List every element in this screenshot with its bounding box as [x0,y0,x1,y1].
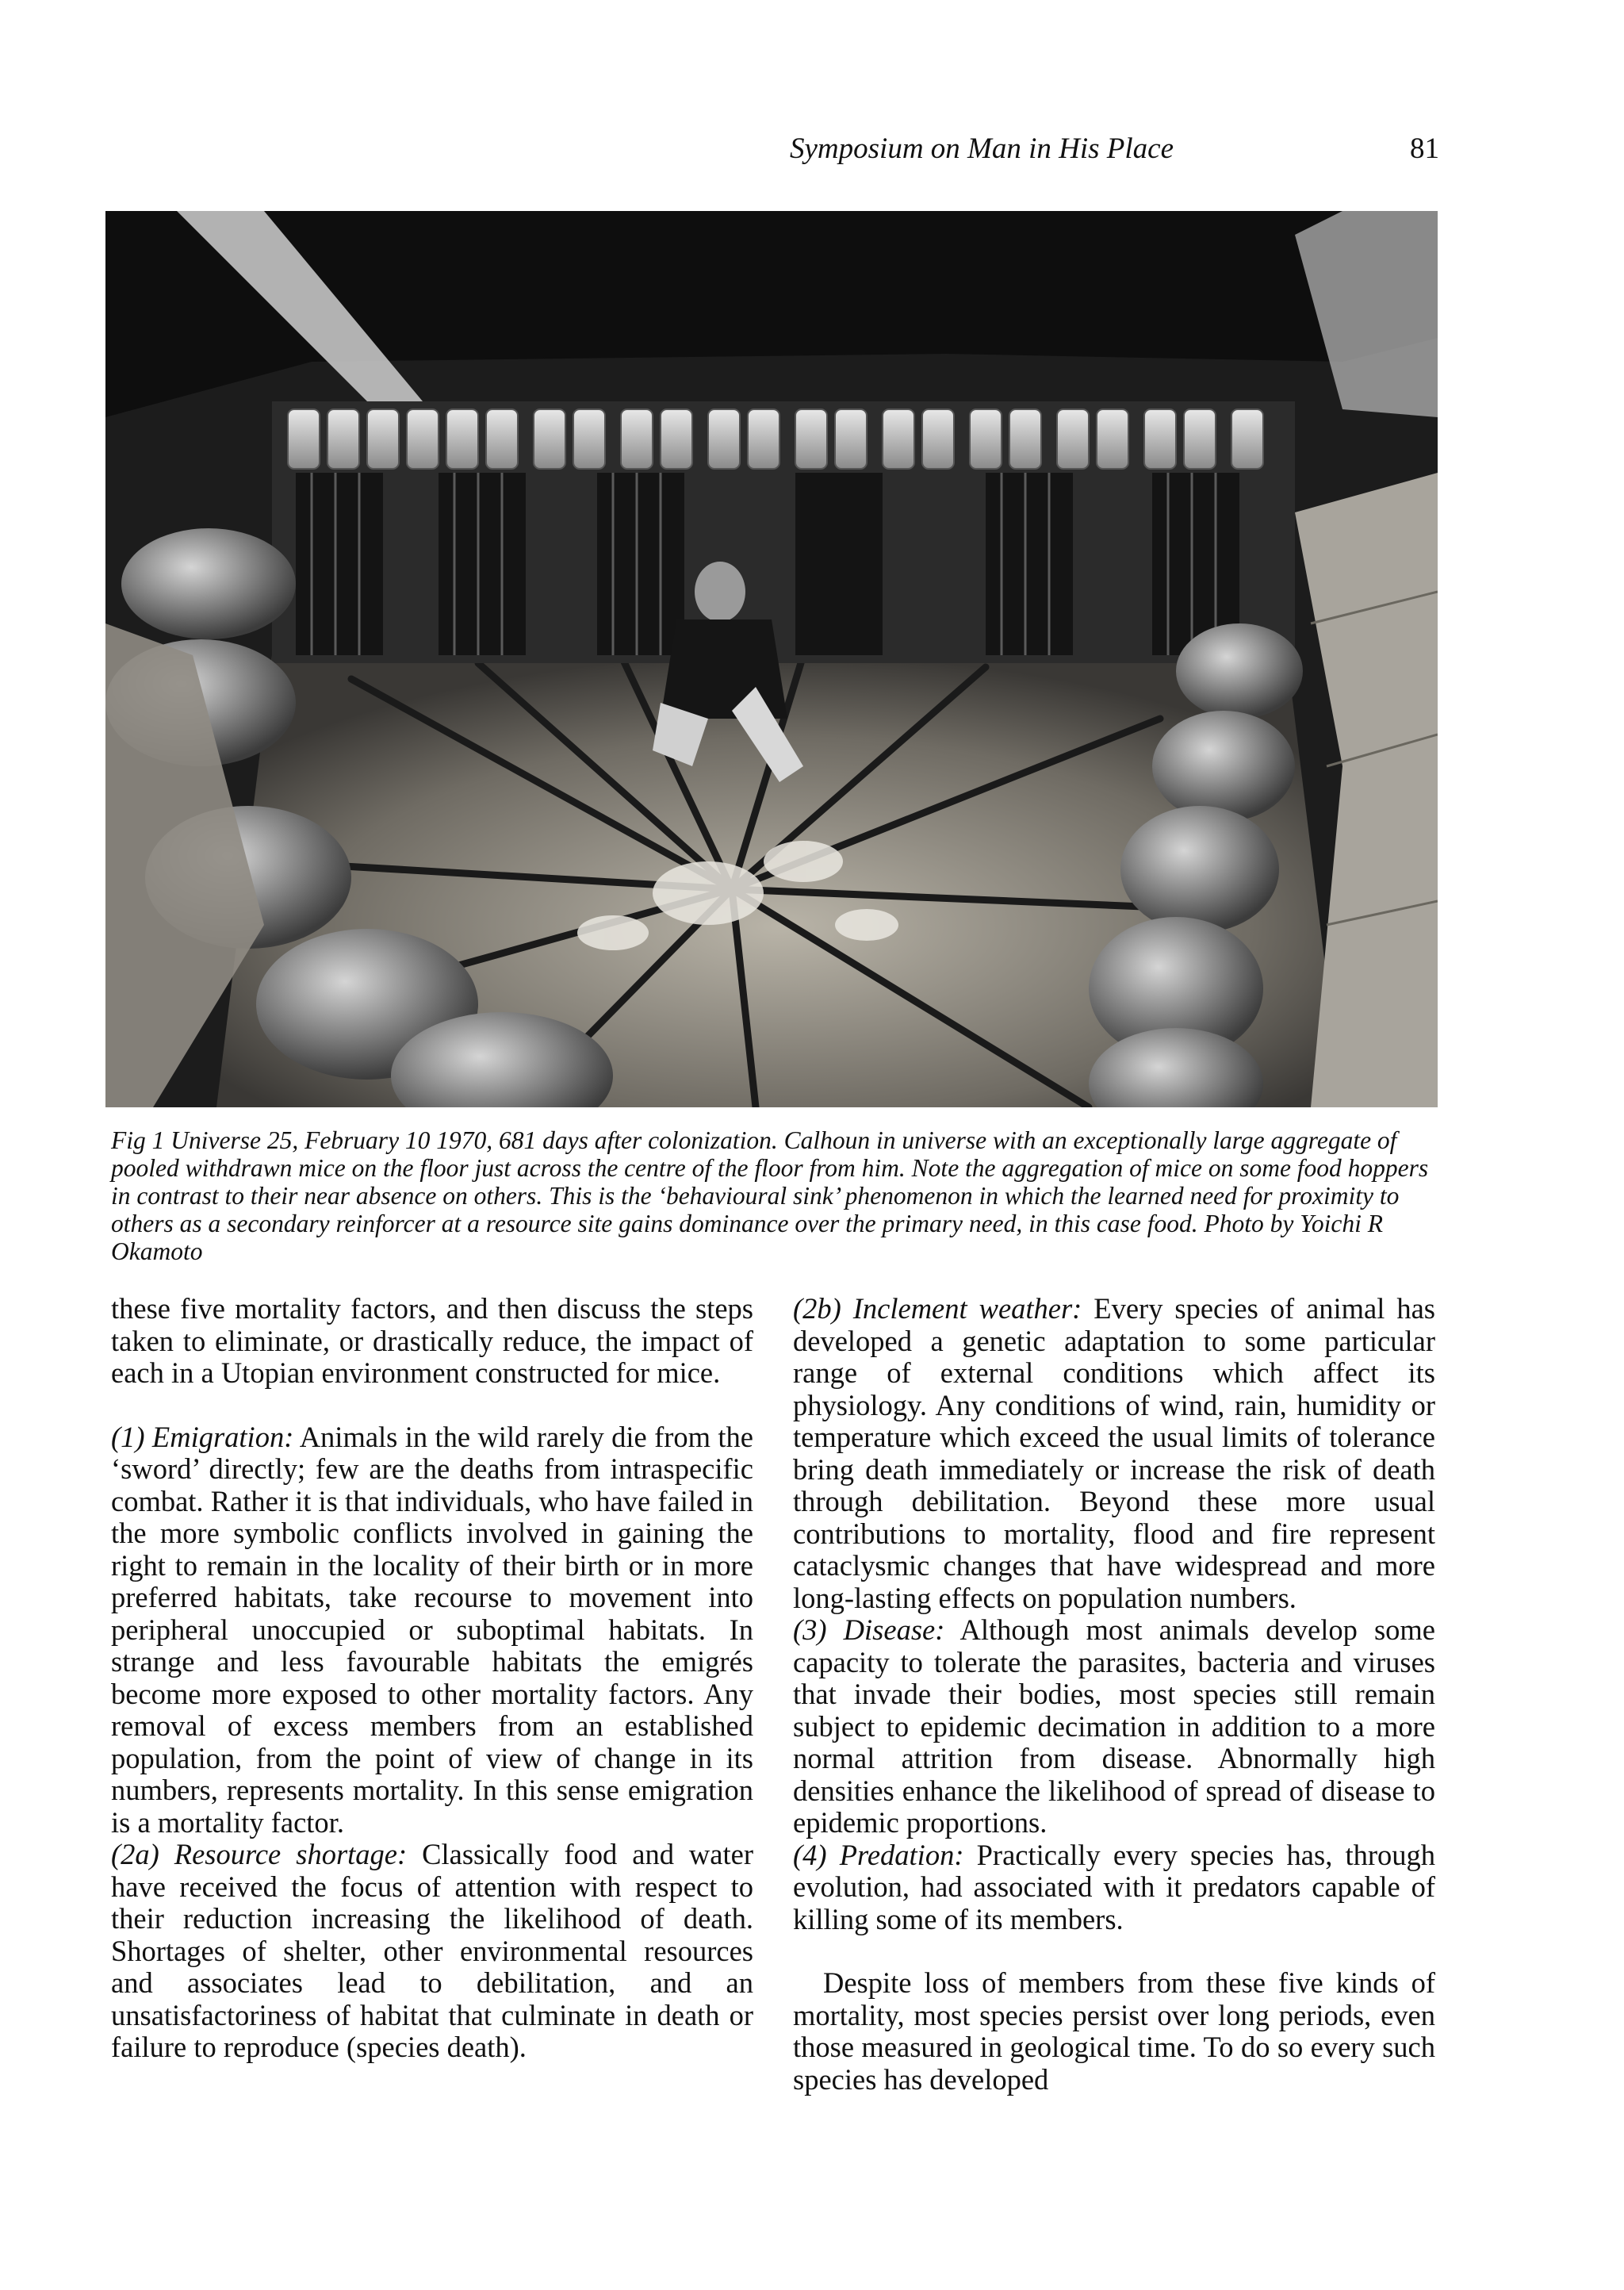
conclusion-paragraph: Despite loss of members from these five kinds of mortality, most species persist over long periods, even those measured in geological time. To do so every such species has developed [793,1966,1435,2096]
disease-text: Although most animals develop some capacity to tolerate the parasites, bacteria and viruses that invade their bodies, most species still remain subject to epidemic decimation in addition to a more normal attrition from disease. Abnormally high densities enhance the likelihood of spread of disease to epidemic proportions. [793,1613,1435,1839]
figure-photo [105,211,1438,1107]
inclement-weather-label: (2b) Inclement weather: [793,1292,1082,1325]
resource-shortage-label: (2a) Resource shortage: [111,1838,408,1870]
disease-label: (3) Disease: [793,1613,945,1646]
inclement-weather-paragraph [793,1293,1435,1614]
page-number: 81 [1410,132,1439,165]
predation-label: (4) Predation: [793,1838,964,1871]
predation-text: Practically every species has, through evolution, had associated with it predators capable of killing some of its members. [793,1838,1435,1935]
disease-paragraph [793,1614,1435,1839]
predation-paragraph [793,1839,1435,1936]
inclement-weather-text: Every species of animal has developed a genetic adaptation to some particular range of external conditions which affect its physiology. Any conditions of wind, rain, humidity or temperature which exceed the usual limits of tolerance bring death immediately or increase the risk of death through debilitation. Beyond these more usual contributions to mortality, flood and fire represent cataclysmic changes that have widespread and more long-lasting effects on population numbers. [793,1292,1435,1614]
figure-caption-text: Fig 1 Universe 25, February 10 1970, 681 days after colonization. Calhoun in universe with an exceptionally large aggregate of pooled withdrawn mice on the floor just across the centre of the floor from him. Note the aggregation of mice on some food hoppers in contrast to their near absence on others. This is the ‘behavioural sink’ phenomenon in which the learned need for proximity to others as a secondary reinforcer at a resource site gains dominance over the primary need, in this case food. Photo by Yoichi R Okamoto [111,1126,1429,1265]
mouse-universe-photo [105,211,1438,1107]
intro-paragraph: these five mortality factors, and then discuss the steps taken to eliminate, or drastically reduce, the impact of each in a Utopian environment constructed for mice. [111,1292,753,1389]
resource-shortage-text: Classically food and water have received the focus of attention with respect to their reduction increasing the likelihood of death. Shortages of shelter, other environmental resources and associates lead to debilitation, and an unsatisfactoriness of habitat that culminate in death or failure to reproduce (species death). [111,1838,753,2063]
running-header-title: Symposium on Man in His Place [790,132,1174,165]
right-column [793,1293,1435,2096]
figure-caption [111,1126,1435,1265]
emigration-paragraph [111,1421,753,1839]
emigration-text: Animals in the wild rarely die from the ‘sword’ directly; few are the deaths from intraspecific combat. Rather it is that individuals, who have failed in the more symbolic conflicts involved in gaining the right to remain in the locality of their birth or in more preferred habitats, take recourse to movement into peripheral unoccupied or suboptimal habitats. In strange and less favourable habitats the emigrés become more exposed to other mortality factors. Any removal of excess members from an established population, from the point of view of change in its numbers, represents mortality. In this sense emigration is a mortality factor. [111,1420,754,1839]
resource-shortage-paragraph [111,1839,753,2064]
emigration-label: (1) Emigration: [111,1420,294,1453]
left-column [111,1293,753,2064]
